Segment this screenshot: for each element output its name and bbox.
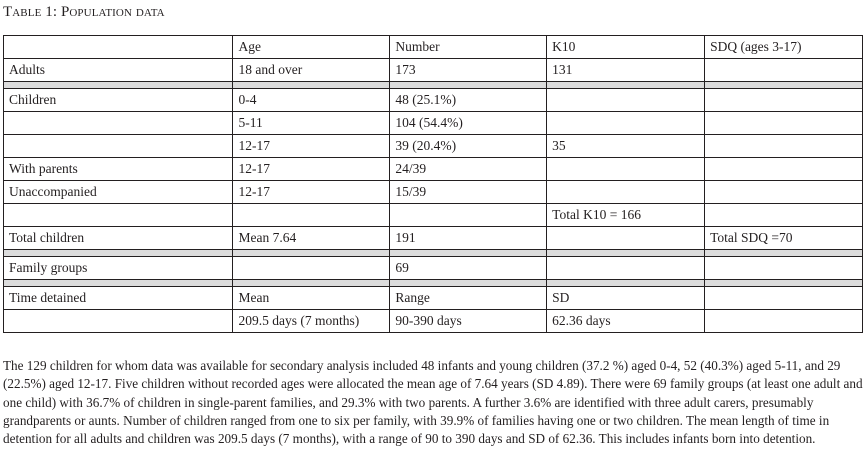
spacer-cell — [233, 82, 390, 89]
table-cell: 48 (25.1%) — [390, 89, 547, 112]
table-cell — [233, 204, 390, 227]
spacer-cell — [547, 280, 705, 287]
table-row — [4, 204, 863, 227]
table-cell: 90-390 days — [390, 310, 547, 333]
table-cell — [547, 112, 705, 135]
table-row — [4, 59, 863, 82]
table-spacer-row — [4, 250, 863, 257]
table-cell — [547, 227, 705, 250]
table-cell: Total K10 = 166 — [547, 204, 705, 227]
table-cell: Range — [390, 287, 547, 310]
table-row — [4, 135, 863, 158]
table-cell — [705, 287, 863, 310]
table-row — [4, 227, 863, 250]
table-body — [4, 36, 863, 333]
table-cell — [4, 204, 233, 227]
table-cell: 35 — [547, 135, 705, 158]
spacer-cell — [4, 250, 233, 257]
spacer-cell — [705, 280, 863, 287]
table-cell: 39 (20.4%) — [390, 135, 547, 158]
table-cell: With parents — [4, 158, 233, 181]
table-cell: Mean 7.64 — [233, 227, 390, 250]
table-cell: Total children — [4, 227, 233, 250]
header-cell: Number — [390, 36, 547, 59]
table-cell: SD — [547, 287, 705, 310]
table-row — [4, 257, 863, 280]
table-cell: Mean — [233, 287, 390, 310]
table-row — [4, 89, 863, 112]
table-header-row — [4, 36, 863, 59]
table-cell — [390, 204, 547, 227]
table-cell: 131 — [547, 59, 705, 82]
table-cell — [705, 181, 863, 204]
spacer-cell — [390, 82, 547, 89]
table-cell — [4, 135, 233, 158]
table-cell — [547, 89, 705, 112]
table-cell: 15/39 — [390, 181, 547, 204]
header-cell: K10 — [547, 36, 705, 59]
table-cell — [705, 112, 863, 135]
table-cell — [4, 310, 233, 333]
spacer-cell — [705, 82, 863, 89]
table-cell — [547, 181, 705, 204]
table-cell — [705, 310, 863, 333]
table-cell: Children — [4, 89, 233, 112]
table-cell: 12-17 — [233, 181, 390, 204]
table-cell — [547, 257, 705, 280]
table-row — [4, 112, 863, 135]
table-cell: Family groups — [4, 257, 233, 280]
table-cell: 104 (54.4%) — [390, 112, 547, 135]
spacer-cell — [233, 250, 390, 257]
table-cell — [705, 257, 863, 280]
table-cell — [547, 158, 705, 181]
table-cell: Unaccompanied — [4, 181, 233, 204]
spacer-cell — [390, 250, 547, 257]
spacer-cell — [705, 250, 863, 257]
spacer-cell — [233, 280, 390, 287]
table-cell — [705, 89, 863, 112]
table-spacer-row — [4, 280, 863, 287]
table-cell: Adults — [4, 59, 233, 82]
table-cell: 24/39 — [390, 158, 547, 181]
header-cell: Age — [233, 36, 390, 59]
header-cell — [4, 36, 233, 59]
spacer-cell — [390, 280, 547, 287]
population-table-container — [3, 35, 863, 333]
table-cell — [705, 135, 863, 158]
table-row — [4, 310, 863, 333]
table-cell — [705, 158, 863, 181]
table-row — [4, 158, 863, 181]
table-cell — [705, 59, 863, 82]
spacer-cell — [4, 280, 233, 287]
table-cell: 191 — [390, 227, 547, 250]
table-spacer-row — [4, 82, 863, 89]
table-cell: 18 and over — [233, 59, 390, 82]
table-cell: 62.36 days — [547, 310, 705, 333]
table-cell: 209.5 days (7 months) — [233, 310, 390, 333]
table-row — [4, 181, 863, 204]
population-table — [3, 35, 863, 333]
header-cell: SDQ (ages 3-17) — [705, 36, 863, 59]
table-cell: Time detained — [4, 287, 233, 310]
table-cell: 69 — [390, 257, 547, 280]
table-cell: 12-17 — [233, 158, 390, 181]
spacer-cell — [547, 250, 705, 257]
table-cell — [4, 112, 233, 135]
table-cell — [233, 257, 390, 280]
spacer-cell — [4, 82, 233, 89]
table-cell: 5-11 — [233, 112, 390, 135]
table-cell: 12-17 — [233, 135, 390, 158]
table-cell — [705, 204, 863, 227]
body-paragraph: The 129 children for whom data was available for secondary analysis included 48 infants and young children (37.2 %) aged 0-4, 52 (40.3%) aged 5-11, and 29 (22.5%) aged 12-17. Five children without recorded ages were allocated the mean age of 7.64 years (SD 4.89). There were 69 family groups (at least one adult and one child) with 36.7% of children in single-parent families, and 29.3% with two parents. A further 3.6% are identified with three adult carers, presumably grandparents or aunts. Number of children ranged from one to six per family, with 39.9% of families having one or two children. The mean length of time in detention for all adults and children was 209.5 days (7 months), with a range of 90 to 390 days and SD of 62.36. This includes infants born into detention. — [3, 358, 863, 447]
table-row — [4, 287, 863, 310]
table-cell: 173 — [390, 59, 547, 82]
table-caption: Table 1: Population data — [3, 4, 165, 20]
table-cell: Total SDQ =70 — [705, 227, 863, 250]
table-cell: 0-4 — [233, 89, 390, 112]
spacer-cell — [547, 82, 705, 89]
